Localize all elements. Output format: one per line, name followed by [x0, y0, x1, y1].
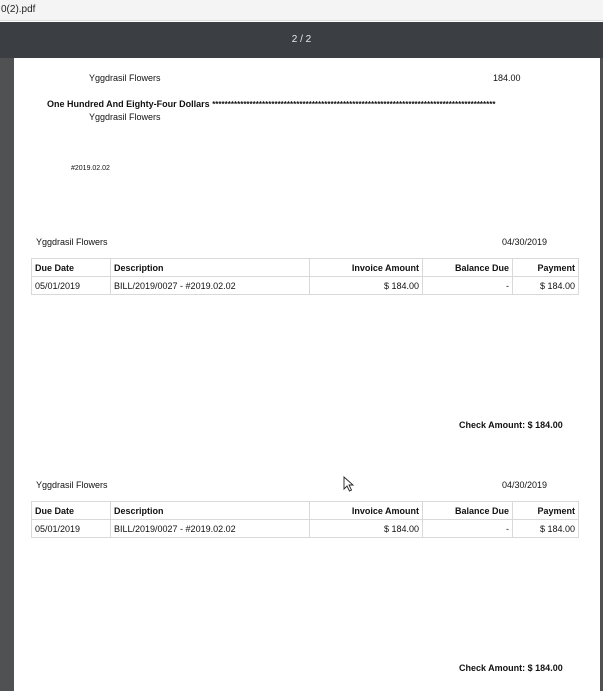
cell-due-date: 05/01/2019 — [32, 520, 111, 538]
cell-invoice-amount: $ 184.00 — [310, 277, 423, 295]
cell-description: BILL/2019/0027 - #2019.02.02 — [111, 520, 310, 538]
window-title-bar — [0, 0, 603, 21]
table-header-row — [32, 502, 579, 520]
cell-description: BILL/2019/0027 - #2019.02.02 — [111, 277, 310, 295]
stub1-check-amount: Check Amount: $ 184.00 — [459, 420, 563, 430]
cell-invoice-amount: $ 184.00 — [310, 520, 423, 538]
stub1-vendor: Yggdrasil Flowers — [36, 237, 108, 247]
cell-balance-due: - — [423, 277, 513, 295]
window-title: 0(2).pdf — [1, 4, 36, 15]
cell-balance-due: - — [423, 520, 513, 538]
stub2-vendor: Yggdrasil Flowers — [36, 480, 108, 490]
stub1-table — [31, 258, 579, 295]
stub2-check-amount: Check Amount: $ 184.00 — [459, 663, 563, 673]
header-invoice-amount: Invoice Amount — [310, 502, 423, 520]
header-due-date: Due Date — [32, 259, 111, 277]
header-balance-due: Balance Due — [423, 259, 513, 277]
check-memo: #2019.02.02 — [71, 165, 110, 172]
mouse-pointer-icon — [343, 476, 355, 492]
header-payment: Payment — [513, 259, 579, 277]
header-description: Description — [111, 259, 310, 277]
header-description: Description — [111, 502, 310, 520]
check-payee-address: Yggdrasil Flowers — [89, 112, 161, 122]
cell-payment: $ 184.00 — [513, 520, 579, 538]
page-indicator: 2 / 2 — [291, 34, 312, 45]
amount-in-words: One Hundred And Eighty-Four Dollars — [47, 99, 210, 109]
cell-payment: $ 184.00 — [513, 277, 579, 295]
pdf-toolbar — [0, 22, 603, 58]
header-payment: Payment — [513, 502, 579, 520]
header-due-date: Due Date — [32, 502, 111, 520]
cell-due-date: 05/01/2019 — [32, 277, 111, 295]
header-invoice-amount: Invoice Amount — [310, 259, 423, 277]
check-amount: 184.00 — [493, 73, 521, 83]
amount-in-words-line — [47, 99, 496, 109]
table-header-row — [32, 259, 579, 277]
stub1-date: 04/30/2019 — [502, 237, 548, 247]
amount-stars: ******************************************************************************************* — [212, 100, 496, 109]
table-row — [32, 277, 579, 295]
stub2-table — [31, 501, 579, 538]
pdf-page — [14, 58, 600, 691]
pdf-viewer[interactable] — [0, 58, 603, 691]
table-row — [32, 520, 579, 538]
check-payee: Yggdrasil Flowers — [89, 73, 161, 83]
header-balance-due: Balance Due — [423, 502, 513, 520]
stub2-date: 04/30/2019 — [502, 480, 548, 490]
